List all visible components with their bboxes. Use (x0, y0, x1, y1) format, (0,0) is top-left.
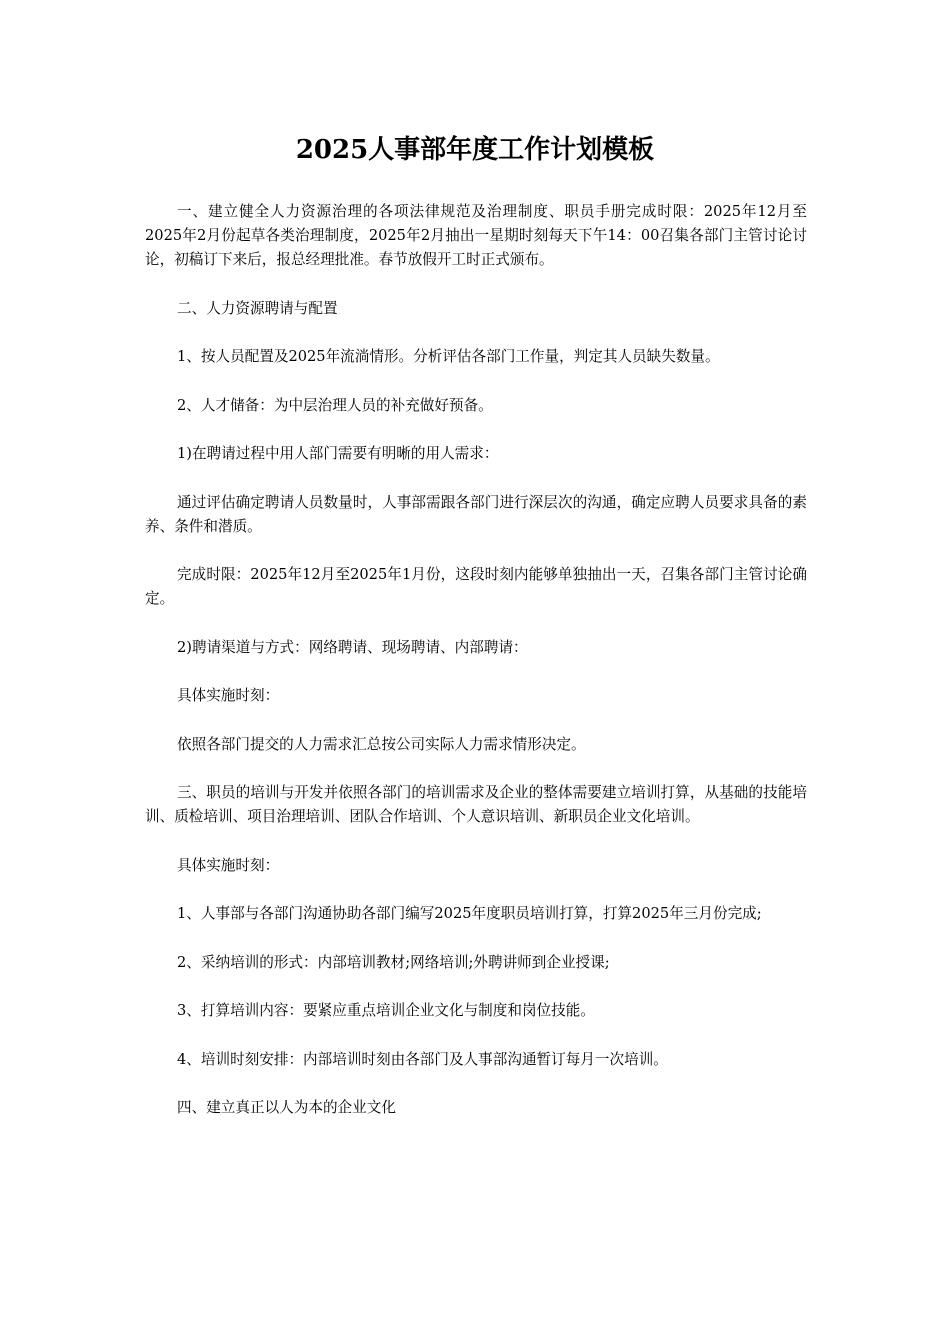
paragraph: 具体实施时刻： (177, 687, 280, 704)
paragraph: 通过评估确定聘请人员数量时，人事部需跟各部门进行深层次的沟通，确定应聘人员要求具备的素养、条件和潜质。 (145, 493, 807, 535)
paragraph: 2)聘请渠道与方式：网络聘请、现场聘请、内部聘请： (177, 638, 528, 656)
document-title: 2025人事部年度工作计划模板 (295, 135, 655, 165)
paragraph: 2、人才储备：为中层治理人员的补充做好预备。 (177, 396, 493, 414)
paragraph: 依照各部门提交的人力需求汇总按公司实际人力需求情形决定。 (177, 735, 586, 753)
paragraph: 4、培训时刻安排：内部培训时刻由各部门及人事部沟通暂订每月一次培训。 (177, 1050, 668, 1068)
paragraph: 1、按人员配置及2025年流淌情形。分析评估各部门工作量，判定其人员缺失数量。 (177, 348, 720, 365)
paragraph: 一、建立健全人力资源治理的各项法律规范及治理制度、职员手册完成时限：2025年12月至2025年2月份起草各类治理制度，2025年2月抽出一星期时刻每天下午14：00召集各部门主管讨论讨论，初稿订下来后，报总经理批准。春节放假开工时正式颁布。 (145, 203, 807, 268)
paragraph: 二、人力资源聘请与配置 (177, 299, 338, 317)
paragraph: 1)在聘请过程中用人部门需要有明晰的用人需求： (177, 445, 499, 462)
document-body (145, 200, 807, 1145)
paragraph: 三、职员的培训与开发并依照各部门的培训需求及企业的整体需要建立培训打算，从基础的技能培训、质检培训、项目治理培训、团队合作培训、个人意识培训、新职员企业文化培训。 (145, 784, 807, 825)
paragraph: 完成时限：2025年12月至2025年1月份，这段时刻内能够单独抽出一天，召集各部门主管讨论确定。 (145, 566, 807, 607)
paragraph: 四、建立真正以人为本的企业文化 (177, 1099, 396, 1116)
paragraph: 1、人事部与各部门沟通协助各部门编写2025年度职员培训打算，打算2025年三月份完成; (177, 905, 762, 922)
paragraph: 具体实施时刻： (177, 856, 280, 874)
paragraph: 3、打算培训内容：要紧应重点培训企业文化与制度和岗位技能。 (177, 1002, 595, 1019)
paragraph: 2、采纳培训的形式：内部培训教材;网络培训;外聘讲师到企业授课; (177, 953, 610, 971)
